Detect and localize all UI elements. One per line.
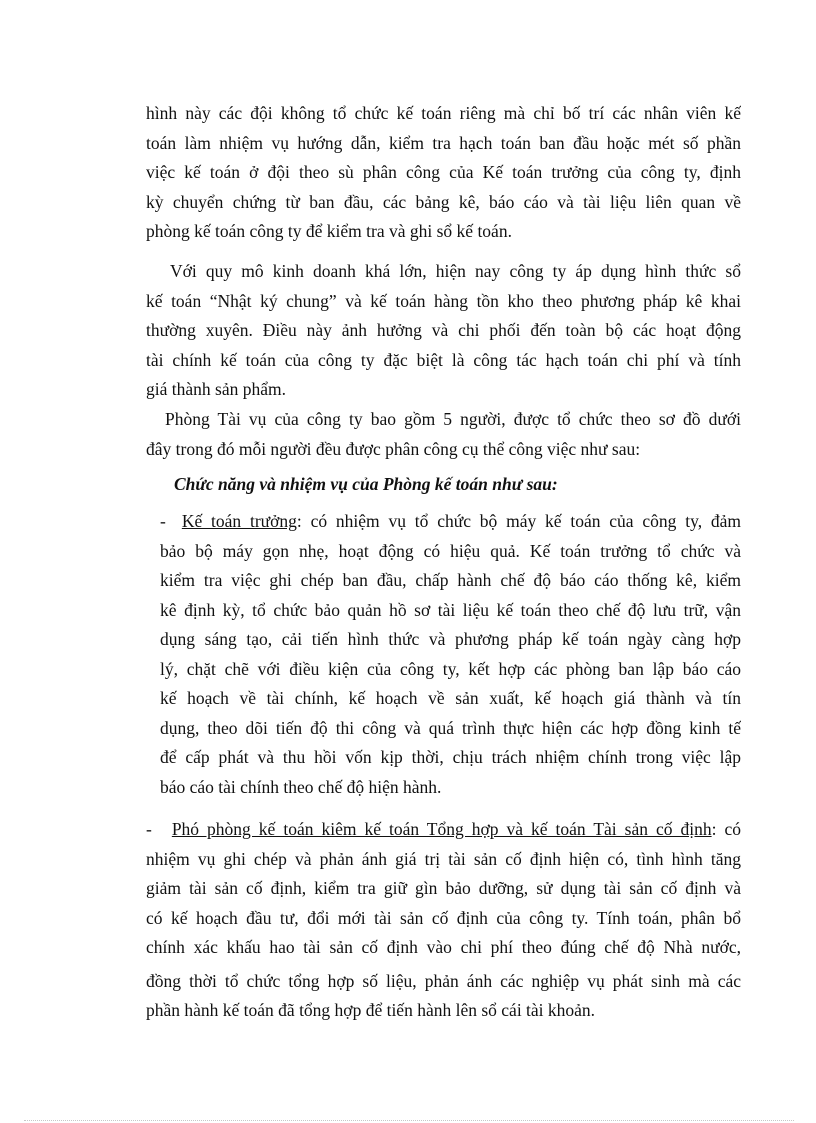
text-line: Phòng Tài vụ của công ty bao gồm 5 người, được tổ chức theo sơ đồ dưới bbox=[165, 409, 741, 429]
paragraph-accounting-form bbox=[146, 257, 741, 405]
item-text: : có bbox=[711, 819, 741, 839]
text-line bbox=[160, 507, 741, 537]
paragraph-continuation bbox=[146, 99, 741, 247]
text-line: giảm tài sản cố định, kiểm tra giữ gìn bảo dưỡng, sử dụng tài sản cố định và bbox=[146, 878, 741, 898]
text-line bbox=[146, 815, 741, 845]
text-line: dụng sáng tạo, cải tiến hình thức và phương pháp kế toán ngày càng hợp bbox=[160, 629, 741, 649]
text-line: tài chính kế toán của công ty đặc biệt là công tác hạch toán chi phí và tính bbox=[146, 349, 741, 370]
text-line: toán làm nhiệm vụ hướng dẫn, kiểm tra hạch toán ban đầu hoặc mét số phần bbox=[146, 132, 741, 153]
section-heading: Chức năng và nhiệm vụ của Phòng kế toán như sau: bbox=[174, 474, 558, 494]
page-bottom-divider bbox=[24, 1120, 794, 1121]
text-line: có kế hoạch đầu tư, đổi mới tài sản cố định của công ty. Tính toán, phân bổ bbox=[146, 907, 741, 928]
text-line: bảo bộ máy gọn nhẹ, hoạt động có hiệu quả. Kế toán trưởng tổ chức và bbox=[160, 540, 741, 561]
list-item-deputy-head bbox=[146, 815, 741, 1026]
text-line: kiểm tra việc ghi chép ban đầu, chấp hành chế độ báo cáo thống kê, kiểm bbox=[160, 570, 741, 590]
text-line: kê định kỳ, tổ chức bảo quản hồ sơ tài liệu kế toán theo chế độ lưu trữ, vận bbox=[160, 599, 741, 620]
text-line: lý, chặt chẽ với điều kiện của công ty, kết hợp các phòng ban lập báo cáo bbox=[160, 658, 741, 679]
paragraph-finance-department bbox=[146, 405, 741, 464]
text-line: hình này các đội không tổ chức kế toán riêng mà chỉ bố trí các nhân viên kế bbox=[146, 103, 741, 123]
text-line: đây trong đó mỗi người đều được phân công cụ thể công việc như sau: bbox=[146, 438, 641, 459]
text-line: đồng thời tổ chức tổng hợp số liệu, phản ánh các nghiệp vụ phát sinh mà các bbox=[146, 970, 741, 991]
text-line: dụng, theo dõi tiến độ thi công và quá trình thực hiện các hợp đồng kinh tế bbox=[160, 717, 741, 738]
text-line: kỳ chuyển chứng từ ban đầu, các bảng kê, báo cáo và tài liệu liên quan về bbox=[146, 191, 741, 212]
text-line: kế toán “Nhật ký chung” và kế toán hàng tồn kho theo phương pháp kê khai bbox=[146, 290, 741, 311]
text-line: nhiệm vụ ghi chép và phản ánh giá trị tài sản cố định hiện có, tình hình tăng bbox=[146, 848, 741, 869]
text-line: kế hoạch về tài chính, kế hoạch về sản xuất, kế hoạch giá thành và tín bbox=[160, 688, 741, 708]
item-title: Kế toán trưởng bbox=[181, 511, 297, 531]
text-line: phòng kế toán công ty để kiểm tra và ghi sổ kế toán. bbox=[146, 221, 512, 241]
bullet-dash: - bbox=[160, 511, 166, 531]
list-item-chief-accountant bbox=[160, 507, 741, 802]
item-title: Phó phòng kế toán kiêm kế toán Tổng hợp và kế toán Tài sản cố định bbox=[171, 819, 712, 839]
text-line: phần hành kế toán đã tổng hợp để tiến hành lên sổ cái tài khoản. bbox=[146, 1000, 596, 1020]
text-line: việc kế toán ở đội theo sù phân công của Kế toán trưởng của công ty, định bbox=[146, 162, 741, 182]
item-text: : có nhiệm vụ tổ chức bộ máy kế toán của công ty, đảm bbox=[296, 511, 741, 531]
text-line: để cấp phát và thu hồi vốn kịp thời, chịu trách nhiệm chính trong việc lập bbox=[160, 747, 741, 767]
text-line: giá thành sản phẩm. bbox=[146, 379, 286, 399]
text-line: báo cáo tài chính theo chế độ hiện hành. bbox=[160, 776, 442, 797]
bullet-dash: - bbox=[146, 819, 152, 839]
text-line: thường xuyên. Điều này ảnh hưởng và chi phối đến toàn bộ các hoạt động bbox=[146, 320, 741, 340]
text-line: Với quy mô kinh doanh khá lớn, hiện nay công ty áp dụng hình thức sổ bbox=[170, 261, 741, 281]
text-line: chính xác khấu hao tài sản cố định vào chi phí theo đúng chế độ Nhà nước, bbox=[146, 937, 741, 957]
